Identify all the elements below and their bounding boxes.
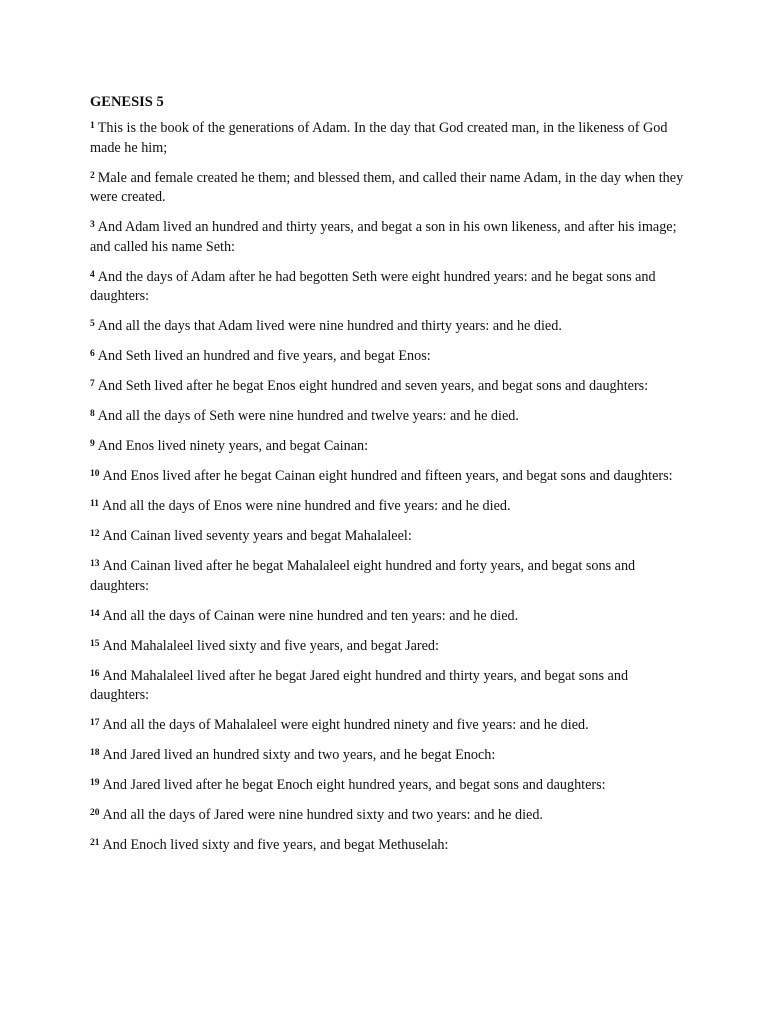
verse-text: And all the days of Cainan were nine hundred and ten years: and he died. [102,607,519,624]
verse-paragraph [90,377,690,397]
verse-paragraph [90,497,690,517]
verse-number: 20 [90,808,100,818]
verse-text: And Cainan lived after he begat Mahalaleel eight hundred and forty years, and begat sons and daughters: [90,558,636,594]
verse-number: 12 [90,529,100,539]
document-page [90,93,690,866]
verse-paragraph [90,637,690,657]
verse-number: 8 [90,409,95,419]
verse-text: And Seth lived an hundred and five years, and begat Enos: [97,348,431,364]
verse-paragraph [90,776,690,796]
verse-text: And Enoch lived sixty and five years, and begat Methuselah: [102,837,449,853]
verse-paragraph [90,218,690,257]
verse-text: And all the days of Jared were nine hundred sixty and two years: and he died. [102,807,543,823]
verse-number: 18 [90,748,100,758]
verse-text: And Mahalaleel lived sixty and five years, and begat Jared: [102,637,439,654]
verse-paragraph [90,347,690,367]
verse-text: And all the days of Seth were nine hundred and twelve years: and he died. [97,408,519,424]
verse-paragraph [90,407,690,427]
verse-number: 15 [90,638,100,649]
verse-paragraph [90,527,690,547]
verse-number: 4 [90,269,95,280]
verse-number: 10 [90,469,100,479]
verse-paragraph [90,806,690,826]
verse-paragraph [90,557,690,596]
verse-paragraph [90,119,690,158]
verse-paragraph [90,836,690,856]
verse-text: And Mahalaleel lived after he begat Jared eight hundred and thirty years, and begat sons and daughters: [90,667,629,703]
verse-paragraph [90,607,690,627]
verse-paragraph [90,746,690,766]
verse-paragraph [90,716,690,736]
verse-text: This is the book of the generations of Adam. In the day that God created man, in the likeness of God made he him; [90,120,668,156]
verse-text: And Jared lived after he begat Enoch eight hundred years, and begat sons and daughters: [102,777,606,793]
verse-text: And all the days of Mahalaleel were eight hundred ninety and five years: and he died. [102,717,589,733]
verse-text: Male and female created he them; and blessed them, and called their name Adam, in the day when they were created. [90,169,684,205]
chapter-heading: GENESIS 5 [90,94,164,110]
verse-paragraph [90,317,690,337]
verse-paragraph [90,437,690,457]
verse-number: 7 [90,379,95,389]
verse-number: 19 [90,778,100,788]
verse-number: 21 [90,838,100,848]
verse-text: And all the days that Adam lived were nine hundred and thirty years: and he died. [97,318,562,334]
verse-text: And Enos lived ninety years, and begat Cainan: [97,438,369,454]
verse-number: 14 [90,608,100,619]
verse-number: 5 [90,319,95,329]
verse-number: 3 [90,220,95,230]
verse-number: 9 [90,439,95,449]
verse-text: And Jared lived an hundred sixty and two years, and he begat Enoch: [102,747,496,763]
verse-number: 6 [90,349,95,359]
verse-text: And Seth lived after he begat Enos eight hundred and seven years, and begat sons and daughters: [97,378,649,394]
verse-number: 16 [90,668,100,679]
verse-text: And Adam lived an hundred and thirty years, and begat a son in his own likeness, and after his image; and called his name Seth: [90,219,677,255]
verse-list [90,119,690,856]
verse-paragraph [90,667,690,706]
verse-number: 17 [90,718,100,728]
verse-text: And all the days of Enos were nine hundred and five years: and he died. [101,498,511,514]
verse-number: 11 [90,499,99,509]
verse-text: And Enos lived after he begat Cainan eight hundred and fifteen years, and begat sons and daughters: [102,468,673,484]
verse-text: And Cainan lived seventy years and begat Mahalaleel: [102,528,412,544]
verse-number: 13 [90,559,100,569]
verse-text: And the days of Adam after he had begotten Seth were eight hundred years: and he begat sons and daughters: [90,268,656,304]
verse-paragraph [90,268,690,307]
verse-paragraph [90,169,690,208]
verse-number: 2 [90,170,95,181]
verse-paragraph [90,467,690,487]
verse-number: 1 [90,121,95,131]
